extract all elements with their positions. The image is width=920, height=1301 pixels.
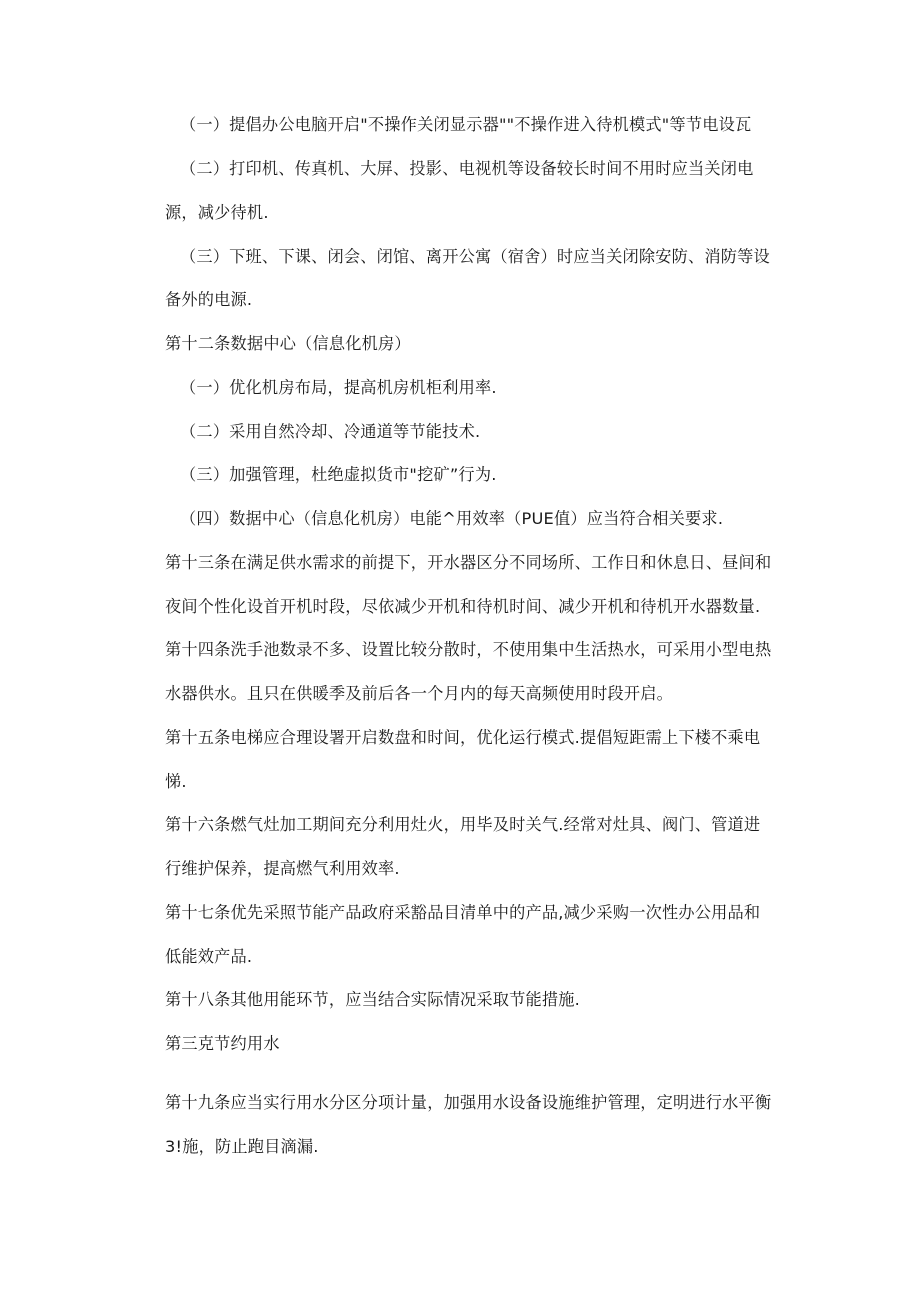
line-17: 第十六条燃气灶加工期间充分利用灶火，用毕及时关气.经常对灶具、阀门、管道进 <box>165 815 761 834</box>
line-12: 夜间个性化设首开机时段，尽依减少开机和待机时间、减少开机和待机开水器数量. <box>165 597 761 616</box>
line-10: （四）数据中心（信息化机房）电能^用效率（PUE值）应当符合相关要求. <box>180 509 724 528</box>
line-11: 第十三条在满足供水需求的前提下，开水器区分不同场所、工作日和休息日、昼间和 <box>165 553 772 572</box>
line-9: （三）加强管理，杜绝虚拟货市"挖矿”行为. <box>180 465 497 484</box>
line-4: （三）下班、下课、闭会、闭馆、离开公寓（宿舍）时应当关闭除安防、消防等设 <box>180 247 770 266</box>
line-8: （二）采用自然冷却、冷通道等节能技术. <box>180 422 481 441</box>
line-20: 低能效产品. <box>165 947 253 966</box>
line-7: （一）优化机房布局，提高机房机柜利用率. <box>180 378 497 397</box>
line-23: 第十九条应当实行用水分区分项计量，加强用水设备设施维护管理，定明进行水平衡 <box>165 1093 772 1112</box>
line-3: 源，减少待机. <box>165 203 269 222</box>
line-1: （一）提倡办公电脑开启"不操作关闭显示器""不操作进入待机模式"等节电设瓦 <box>180 115 752 134</box>
line-21: 第十八条其他用能环节，应当结合实际情况采取节能措施. <box>165 990 581 1009</box>
line-15: 第十五条电梯应合理设署开启数盘和时间，优化运行模式.提倡短距需上下楼不乘电 <box>165 728 761 747</box>
line-2: （二）打印机、传真机、大屏、投影、电视机等设备较长时间不用时应当关闭电 <box>180 159 754 178</box>
line-18: 行维护保养，提高燃气利用效率. <box>165 859 400 878</box>
line-5: 备外的电源. <box>165 290 253 309</box>
line-22: 第三克节约用水 <box>165 1034 280 1053</box>
line-6: 第十二条数据中心（信息化机房） <box>165 334 411 353</box>
line-14: 水器供水。且只在供暖季及前后各一个月内的每天高频使用时段开启。 <box>165 684 674 703</box>
line-19: 第十七条优先采照节能产品政府采豁品目清单中的产品,减少采购一次性办公用品和 <box>165 903 761 922</box>
line-16: 悌. <box>165 772 187 791</box>
line-24: 3!施，防止跑目滴漏. <box>165 1137 319 1156</box>
line-13: 第十四条洗手池数录不多、设置比较分散时，不使用集中生活热水，可采用小型电热 <box>165 640 772 659</box>
